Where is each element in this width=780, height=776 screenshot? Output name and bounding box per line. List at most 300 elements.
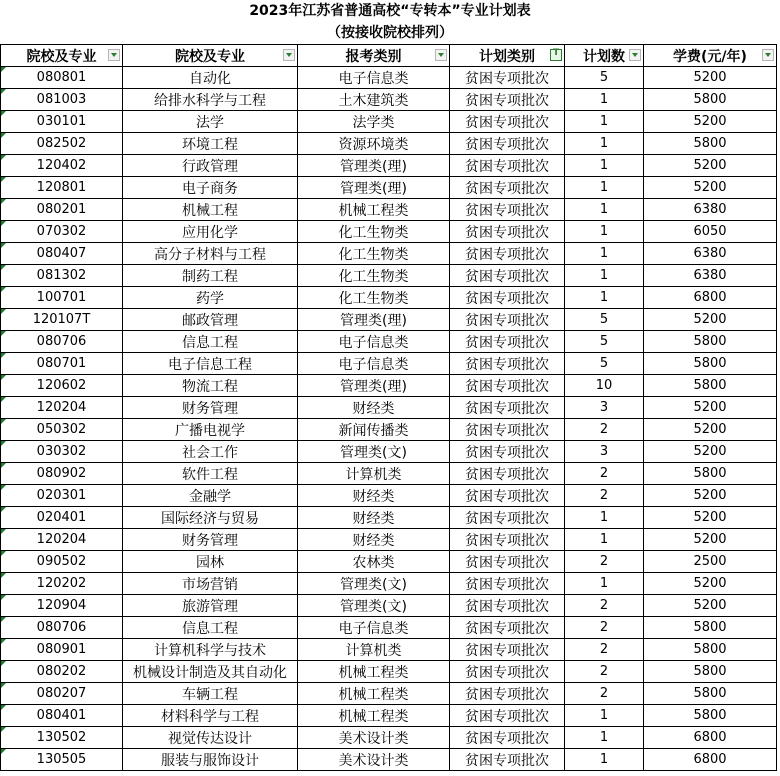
major-code-cell[interactable] bbox=[1, 287, 123, 309]
major-code-cell-text: 080202 bbox=[36, 664, 87, 679]
column-header[interactable] bbox=[565, 45, 644, 67]
plan-type-cell[interactable] bbox=[450, 111, 565, 133]
exam-category-cell-text: 化工生物类 bbox=[338, 224, 409, 241]
major-name-cell-text: 广播电视学 bbox=[175, 422, 245, 439]
plan-type-cell[interactable] bbox=[450, 397, 565, 419]
exam-category-cell[interactable] bbox=[298, 331, 450, 353]
cell-note-marker-icon bbox=[1, 639, 6, 644]
exam-category-cell[interactable] bbox=[298, 727, 450, 749]
plan-count-cell[interactable] bbox=[565, 199, 644, 221]
plan-count-cell[interactable] bbox=[565, 617, 644, 639]
major-name-cell[interactable] bbox=[123, 419, 298, 441]
plan-count-cell[interactable] bbox=[565, 331, 644, 353]
major-code-cell[interactable] bbox=[1, 199, 123, 221]
major-name-cell-text: 物流工程 bbox=[182, 378, 238, 395]
header-row bbox=[1, 45, 777, 67]
major-name-cell[interactable] bbox=[123, 727, 298, 749]
exam-category-cell[interactable] bbox=[298, 661, 450, 683]
plan-count-cell-text: 1 bbox=[599, 730, 609, 745]
exam-category-cell[interactable] bbox=[298, 595, 450, 617]
tuition-cell[interactable] bbox=[644, 331, 777, 353]
exam-category-cell[interactable] bbox=[298, 551, 450, 573]
plan-type-cell-text: 贫困专项批次 bbox=[465, 532, 549, 549]
tuition-cell[interactable] bbox=[644, 309, 777, 331]
tuition-cell[interactable] bbox=[644, 287, 777, 309]
major-name-cell[interactable] bbox=[123, 529, 298, 551]
major-name-cell[interactable] bbox=[123, 507, 298, 529]
plan-count-cell[interactable] bbox=[565, 485, 644, 507]
table-row bbox=[1, 573, 777, 595]
plan-type-cell[interactable] bbox=[450, 749, 565, 771]
plan-type-cell[interactable] bbox=[450, 265, 565, 287]
major-code-cell[interactable] bbox=[1, 177, 123, 199]
plan-type-cell-text: 贫困专项批次 bbox=[465, 752, 549, 769]
major-name-cell-text: 给排水科学与工程 bbox=[154, 92, 266, 109]
exam-category-cell[interactable] bbox=[298, 375, 450, 397]
plan-type-cell[interactable] bbox=[450, 89, 565, 111]
major-code-cell[interactable] bbox=[1, 111, 123, 133]
tuition-cell[interactable] bbox=[644, 111, 777, 133]
table-row bbox=[1, 309, 777, 331]
major-code-cell-text: 120202 bbox=[36, 576, 87, 591]
exam-category-cell[interactable] bbox=[298, 705, 450, 727]
major-code-cell-text: 082502 bbox=[36, 136, 87, 151]
plan-type-cell[interactable] bbox=[450, 463, 565, 485]
plan-type-cell-text: 贫困专项批次 bbox=[465, 466, 549, 483]
tuition-cell[interactable] bbox=[644, 89, 777, 111]
cell-note-marker-icon bbox=[1, 133, 6, 138]
major-name-cell[interactable] bbox=[123, 375, 298, 397]
plan-type-cell[interactable] bbox=[450, 353, 565, 375]
plan-type-cell-text: 贫困专项批次 bbox=[465, 620, 549, 637]
major-code-cell[interactable] bbox=[1, 529, 123, 551]
plan-count-cell-text: 2 bbox=[599, 686, 609, 701]
tuition-cell[interactable] bbox=[644, 749, 777, 771]
exam-category-cell-text: 法学类 bbox=[352, 114, 395, 131]
table-row bbox=[1, 89, 777, 111]
plan-count-cell[interactable] bbox=[565, 133, 644, 155]
plan-count-cell-text: 1 bbox=[599, 224, 609, 239]
exam-category-cell[interactable] bbox=[298, 309, 450, 331]
exam-category-cell[interactable] bbox=[298, 177, 450, 199]
tuition-cell[interactable] bbox=[644, 397, 777, 419]
major-code-cell-text: 120904 bbox=[36, 598, 87, 613]
plan-type-cell[interactable] bbox=[450, 375, 565, 397]
plan-count-cell[interactable] bbox=[565, 507, 644, 529]
plan-type-cell[interactable] bbox=[450, 661, 565, 683]
table-row bbox=[1, 507, 777, 529]
filter-dropdown-icon[interactable] bbox=[629, 49, 641, 61]
plan-count-cell[interactable] bbox=[565, 397, 644, 419]
major-code-cell-text: 080706 bbox=[36, 334, 87, 349]
exam-category-cell-text: 机械工程类 bbox=[338, 664, 409, 681]
plan-type-cell-text: 贫困专项批次 bbox=[465, 598, 549, 615]
tuition-cell-text: 5800 bbox=[693, 708, 727, 723]
exam-category-cell-text: 计算机类 bbox=[345, 466, 402, 483]
exam-category-cell[interactable] bbox=[298, 683, 450, 705]
plan-count-cell[interactable] bbox=[565, 551, 644, 573]
column-header[interactable] bbox=[450, 45, 565, 67]
plan-count-cell[interactable] bbox=[565, 243, 644, 265]
plan-count-cell-text: 1 bbox=[599, 708, 609, 723]
tuition-cell[interactable] bbox=[644, 573, 777, 595]
major-name-cell-text: 财务管理 bbox=[182, 532, 238, 549]
plan-count-cell[interactable] bbox=[565, 353, 644, 375]
tuition-cell-text: 5800 bbox=[693, 334, 727, 349]
plan-type-cell-text: 贫困专项批次 bbox=[465, 686, 549, 703]
major-code-cell[interactable] bbox=[1, 265, 123, 287]
major-name-cell[interactable] bbox=[123, 441, 298, 463]
major-name-cell[interactable] bbox=[123, 595, 298, 617]
major-name-cell[interactable] bbox=[123, 463, 298, 485]
plan-type-cell-text: 贫困专项批次 bbox=[465, 202, 549, 219]
cell-note-marker-icon bbox=[1, 287, 6, 292]
filter-dropdown-icon[interactable] bbox=[108, 49, 120, 61]
cell-note-marker-icon bbox=[1, 617, 6, 622]
plan-type-cell[interactable] bbox=[450, 155, 565, 177]
major-name-cell-text: 信息工程 bbox=[182, 334, 238, 351]
major-name-cell-text: 计算机科学与技术 bbox=[154, 642, 266, 659]
plan-type-cell[interactable] bbox=[450, 243, 565, 265]
exam-category-cell[interactable] bbox=[298, 463, 450, 485]
plan-type-cell[interactable] bbox=[450, 441, 565, 463]
major-code-cell[interactable] bbox=[1, 309, 123, 331]
major-name-cell[interactable] bbox=[123, 243, 298, 265]
major-name-cell[interactable] bbox=[123, 265, 298, 287]
plan-count-cell[interactable] bbox=[565, 639, 644, 661]
major-code-cell[interactable] bbox=[1, 221, 123, 243]
major-code-cell-text: 080407 bbox=[36, 246, 87, 261]
exam-category-cell[interactable] bbox=[298, 287, 450, 309]
tuition-cell-text: 5800 bbox=[693, 356, 727, 371]
plan-count-cell[interactable] bbox=[565, 221, 644, 243]
major-name-cell[interactable] bbox=[123, 661, 298, 683]
major-name-cell-text: 制药工程 bbox=[182, 268, 238, 285]
table-row bbox=[1, 529, 777, 551]
tuition-cell[interactable] bbox=[644, 463, 777, 485]
major-name-cell-text: 服装与服饰设计 bbox=[161, 752, 259, 769]
cell-note-marker-icon bbox=[1, 727, 6, 732]
plan-count-cell[interactable] bbox=[565, 441, 644, 463]
major-name-cell[interactable] bbox=[123, 705, 298, 727]
exam-category-cell[interactable] bbox=[298, 529, 450, 551]
major-name-cell[interactable] bbox=[123, 309, 298, 331]
plan-count-cell[interactable] bbox=[565, 595, 644, 617]
column-header[interactable] bbox=[298, 45, 450, 67]
column-header[interactable] bbox=[1, 45, 123, 67]
plan-type-cell[interactable] bbox=[450, 199, 565, 221]
major-name-cell-text: 自动化 bbox=[189, 70, 231, 87]
plan-count-cell[interactable] bbox=[565, 309, 644, 331]
major-code-cell-text: 090502 bbox=[36, 554, 87, 569]
table-row bbox=[1, 111, 777, 133]
tuition-cell-text: 2500 bbox=[693, 554, 727, 569]
plan-type-cell-text: 贫困专项批次 bbox=[465, 642, 549, 659]
major-name-cell[interactable] bbox=[123, 155, 298, 177]
major-code-cell[interactable] bbox=[1, 639, 123, 661]
tuition-cell-text: 5200 bbox=[693, 510, 727, 525]
exam-category-cell-text: 管理类(理) bbox=[340, 180, 407, 197]
column-header-label: 计划类别 bbox=[479, 48, 535, 65]
exam-category-cell[interactable] bbox=[298, 133, 450, 155]
major-name-cell[interactable] bbox=[123, 111, 298, 133]
table-row bbox=[1, 265, 777, 287]
tuition-cell[interactable] bbox=[644, 353, 777, 375]
table-row bbox=[1, 727, 777, 749]
major-name-cell[interactable] bbox=[123, 331, 298, 353]
plan-type-cell[interactable] bbox=[450, 639, 565, 661]
tuition-cell-text: 5800 bbox=[693, 136, 727, 151]
plan-type-cell[interactable] bbox=[450, 331, 565, 353]
tuition-cell[interactable] bbox=[644, 661, 777, 683]
sheet-title: 2023年江苏省普通高校“专转本”专业计划表 bbox=[249, 3, 531, 19]
major-code-cell[interactable] bbox=[1, 705, 123, 727]
major-name-cell[interactable] bbox=[123, 683, 298, 705]
plan-count-cell[interactable] bbox=[565, 463, 644, 485]
exam-category-cell[interactable] bbox=[298, 749, 450, 771]
major-name-cell[interactable] bbox=[123, 485, 298, 507]
plan-type-cell[interactable] bbox=[450, 573, 565, 595]
exam-category-cell[interactable] bbox=[298, 419, 450, 441]
exam-category-cell[interactable] bbox=[298, 397, 450, 419]
tuition-cell[interactable] bbox=[644, 243, 777, 265]
major-code-cell[interactable] bbox=[1, 683, 123, 705]
table-row bbox=[1, 419, 777, 441]
tuition-cell[interactable] bbox=[644, 639, 777, 661]
plan-type-cell-text: 贫困专项批次 bbox=[465, 554, 549, 571]
plan-type-cell[interactable] bbox=[450, 67, 565, 89]
plan-type-cell[interactable] bbox=[450, 419, 565, 441]
filter-dropdown-icon[interactable] bbox=[435, 49, 447, 61]
exam-category-cell[interactable] bbox=[298, 485, 450, 507]
major-code-cell[interactable] bbox=[1, 595, 123, 617]
exam-category-cell[interactable] bbox=[298, 67, 450, 89]
plan-type-cell[interactable] bbox=[450, 507, 565, 529]
plan-count-cell[interactable] bbox=[565, 89, 644, 111]
exam-category-cell-text: 电子信息类 bbox=[338, 70, 409, 87]
plan-count-cell[interactable] bbox=[565, 529, 644, 551]
major-code-cell[interactable] bbox=[1, 155, 123, 177]
major-code-cell[interactable] bbox=[1, 507, 123, 529]
tuition-cell[interactable] bbox=[644, 441, 777, 463]
cell-note-marker-icon bbox=[1, 463, 6, 468]
major-code-cell[interactable] bbox=[1, 485, 123, 507]
major-code-cell[interactable] bbox=[1, 133, 123, 155]
exam-category-cell[interactable] bbox=[298, 111, 450, 133]
tuition-cell-text: 6380 bbox=[693, 246, 727, 261]
tuition-cell[interactable] bbox=[644, 529, 777, 551]
column-header[interactable] bbox=[123, 45, 298, 67]
exam-category-cell[interactable] bbox=[298, 353, 450, 375]
plan-count-cell[interactable] bbox=[565, 155, 644, 177]
table-row bbox=[1, 67, 777, 89]
exam-category-cell-text: 电子信息类 bbox=[338, 620, 409, 637]
cell-note-marker-icon bbox=[1, 89, 6, 94]
plan-type-cell[interactable] bbox=[450, 287, 565, 309]
plan-count-cell[interactable] bbox=[565, 573, 644, 595]
filter-dropdown-icon[interactable] bbox=[762, 49, 774, 61]
plan-type-cell[interactable] bbox=[450, 617, 565, 639]
exam-category-cell[interactable] bbox=[298, 155, 450, 177]
plan-count-cell-text: 2 bbox=[599, 664, 609, 679]
major-code-cell[interactable] bbox=[1, 551, 123, 573]
major-name-cell[interactable] bbox=[123, 749, 298, 771]
plan-type-cell[interactable] bbox=[450, 683, 565, 705]
major-code-cell[interactable] bbox=[1, 617, 123, 639]
major-code-cell[interactable] bbox=[1, 441, 123, 463]
major-code-cell-text: 120801 bbox=[36, 180, 87, 195]
tuition-cell[interactable] bbox=[644, 595, 777, 617]
major-code-cell[interactable] bbox=[1, 661, 123, 683]
plan-count-cell[interactable] bbox=[565, 177, 644, 199]
tuition-cell[interactable] bbox=[644, 155, 777, 177]
plan-count-cell[interactable] bbox=[565, 661, 644, 683]
major-code-cell[interactable] bbox=[1, 375, 123, 397]
major-name-cell[interactable] bbox=[123, 199, 298, 221]
plan-type-cell[interactable] bbox=[450, 595, 565, 617]
plan-type-cell-text: 贫困专项批次 bbox=[465, 422, 549, 439]
plan-type-cell[interactable] bbox=[450, 529, 565, 551]
exam-category-cell[interactable] bbox=[298, 639, 450, 661]
major-name-cell[interactable] bbox=[123, 573, 298, 595]
cell-note-marker-icon bbox=[1, 683, 6, 688]
major-name-cell[interactable] bbox=[123, 221, 298, 243]
plan-type-cell[interactable] bbox=[450, 551, 565, 573]
plan-type-cell-text: 贫困专项批次 bbox=[465, 114, 549, 131]
major-name-cell[interactable] bbox=[123, 133, 298, 155]
major-code-cell[interactable] bbox=[1, 419, 123, 441]
tuition-cell[interactable] bbox=[644, 375, 777, 397]
exam-category-cell[interactable] bbox=[298, 89, 450, 111]
exam-category-cell[interactable] bbox=[298, 441, 450, 463]
filter-dropdown-icon[interactable] bbox=[283, 49, 295, 61]
plan-count-cell[interactable] bbox=[565, 67, 644, 89]
column-header-label: 院校及专业 bbox=[26, 48, 97, 65]
exam-category-cell-text: 土木建筑类 bbox=[338, 92, 409, 109]
major-code-cell[interactable] bbox=[1, 573, 123, 595]
major-name-cell[interactable] bbox=[123, 397, 298, 419]
plan-count-cell-text: 1 bbox=[599, 290, 609, 305]
major-code-cell[interactable] bbox=[1, 397, 123, 419]
exam-category-cell-text: 财经类 bbox=[352, 510, 395, 527]
tuition-cell[interactable] bbox=[644, 133, 777, 155]
major-code-cell[interactable] bbox=[1, 463, 123, 485]
cell-note-marker-icon bbox=[1, 353, 6, 358]
table-body bbox=[1, 67, 777, 771]
plan-count-cell[interactable] bbox=[565, 419, 644, 441]
plan-count-cell[interactable] bbox=[565, 727, 644, 749]
plan-type-cell[interactable] bbox=[450, 221, 565, 243]
plan-type-cell[interactable] bbox=[450, 485, 565, 507]
tuition-cell-text: 5200 bbox=[693, 70, 727, 85]
exam-category-cell[interactable] bbox=[298, 617, 450, 639]
plan-type-cell[interactable] bbox=[450, 177, 565, 199]
major-code-cell-text: 030302 bbox=[36, 444, 87, 459]
exam-category-cell[interactable] bbox=[298, 243, 450, 265]
plan-type-cell[interactable] bbox=[450, 727, 565, 749]
plan-count-cell[interactable] bbox=[565, 287, 644, 309]
major-name-cell[interactable] bbox=[123, 287, 298, 309]
tuition-cell-text: 6050 bbox=[693, 224, 727, 239]
tuition-cell[interactable] bbox=[644, 617, 777, 639]
tuition-cell[interactable] bbox=[644, 705, 777, 727]
plan-type-cell[interactable] bbox=[450, 705, 565, 727]
table-row bbox=[1, 551, 777, 573]
plan-count-cell[interactable] bbox=[565, 749, 644, 771]
plan-count-cell[interactable] bbox=[565, 265, 644, 287]
plan-type-cell-text: 贫困专项批次 bbox=[465, 664, 549, 681]
exam-category-cell[interactable] bbox=[298, 199, 450, 221]
major-code-cell[interactable] bbox=[1, 353, 123, 375]
major-name-cell-text: 车辆工程 bbox=[182, 686, 238, 703]
major-code-cell-text: 080902 bbox=[36, 466, 87, 481]
major-name-cell[interactable] bbox=[123, 353, 298, 375]
major-name-cell[interactable] bbox=[123, 617, 298, 639]
major-name-cell[interactable] bbox=[123, 177, 298, 199]
exam-category-cell-text: 美术设计类 bbox=[338, 752, 409, 769]
plan-type-cell[interactable] bbox=[450, 309, 565, 331]
tuition-cell[interactable] bbox=[644, 419, 777, 441]
exam-category-cell[interactable] bbox=[298, 573, 450, 595]
tuition-cell[interactable] bbox=[644, 221, 777, 243]
filter-active-icon[interactable] bbox=[550, 49, 562, 61]
major-code-cell[interactable] bbox=[1, 67, 123, 89]
exam-category-cell[interactable] bbox=[298, 265, 450, 287]
exam-category-cell-text: 化工生物类 bbox=[338, 246, 409, 263]
tuition-cell[interactable] bbox=[644, 199, 777, 221]
major-name-cell-text: 视觉传达设计 bbox=[168, 730, 252, 747]
major-code-cell[interactable] bbox=[1, 749, 123, 771]
tuition-cell[interactable] bbox=[644, 67, 777, 89]
tuition-cell[interactable] bbox=[644, 265, 777, 287]
plan-count-cell[interactable] bbox=[565, 375, 644, 397]
major-name-cell[interactable] bbox=[123, 67, 298, 89]
tuition-cell[interactable] bbox=[644, 683, 777, 705]
plan-count-cell-text: 3 bbox=[599, 444, 609, 459]
major-name-cell-text: 机械工程 bbox=[182, 202, 238, 219]
plan-type-cell-text: 贫困专项批次 bbox=[465, 70, 549, 87]
table-row bbox=[1, 199, 777, 221]
table-row bbox=[1, 331, 777, 353]
cell-note-marker-icon bbox=[1, 375, 6, 380]
plan-count-cell[interactable] bbox=[565, 683, 644, 705]
major-code-cell[interactable] bbox=[1, 243, 123, 265]
major-name-cell[interactable] bbox=[123, 89, 298, 111]
plan-count-cell[interactable] bbox=[565, 705, 644, 727]
major-name-cell[interactable] bbox=[123, 639, 298, 661]
major-code-cell[interactable] bbox=[1, 727, 123, 749]
major-code-cell[interactable] bbox=[1, 89, 123, 111]
cell-note-marker-icon bbox=[1, 331, 6, 336]
tuition-cell-text: 5200 bbox=[693, 180, 727, 195]
plan-type-cell[interactable] bbox=[450, 133, 565, 155]
exam-category-cell-text: 管理类(文) bbox=[340, 598, 407, 615]
tuition-cell[interactable] bbox=[644, 727, 777, 749]
tuition-cell[interactable] bbox=[644, 551, 777, 573]
tuition-cell[interactable] bbox=[644, 507, 777, 529]
tuition-cell-text: 5200 bbox=[693, 444, 727, 459]
major-code-cell[interactable] bbox=[1, 331, 123, 353]
column-header[interactable] bbox=[644, 45, 777, 67]
tuition-cell[interactable] bbox=[644, 177, 777, 199]
tuition-cell[interactable] bbox=[644, 485, 777, 507]
tuition-cell-text: 5200 bbox=[693, 400, 727, 415]
exam-category-cell[interactable] bbox=[298, 507, 450, 529]
exam-category-cell[interactable] bbox=[298, 221, 450, 243]
cell-note-marker-icon bbox=[1, 221, 6, 226]
plan-count-cell[interactable] bbox=[565, 111, 644, 133]
major-name-cell[interactable] bbox=[123, 551, 298, 573]
